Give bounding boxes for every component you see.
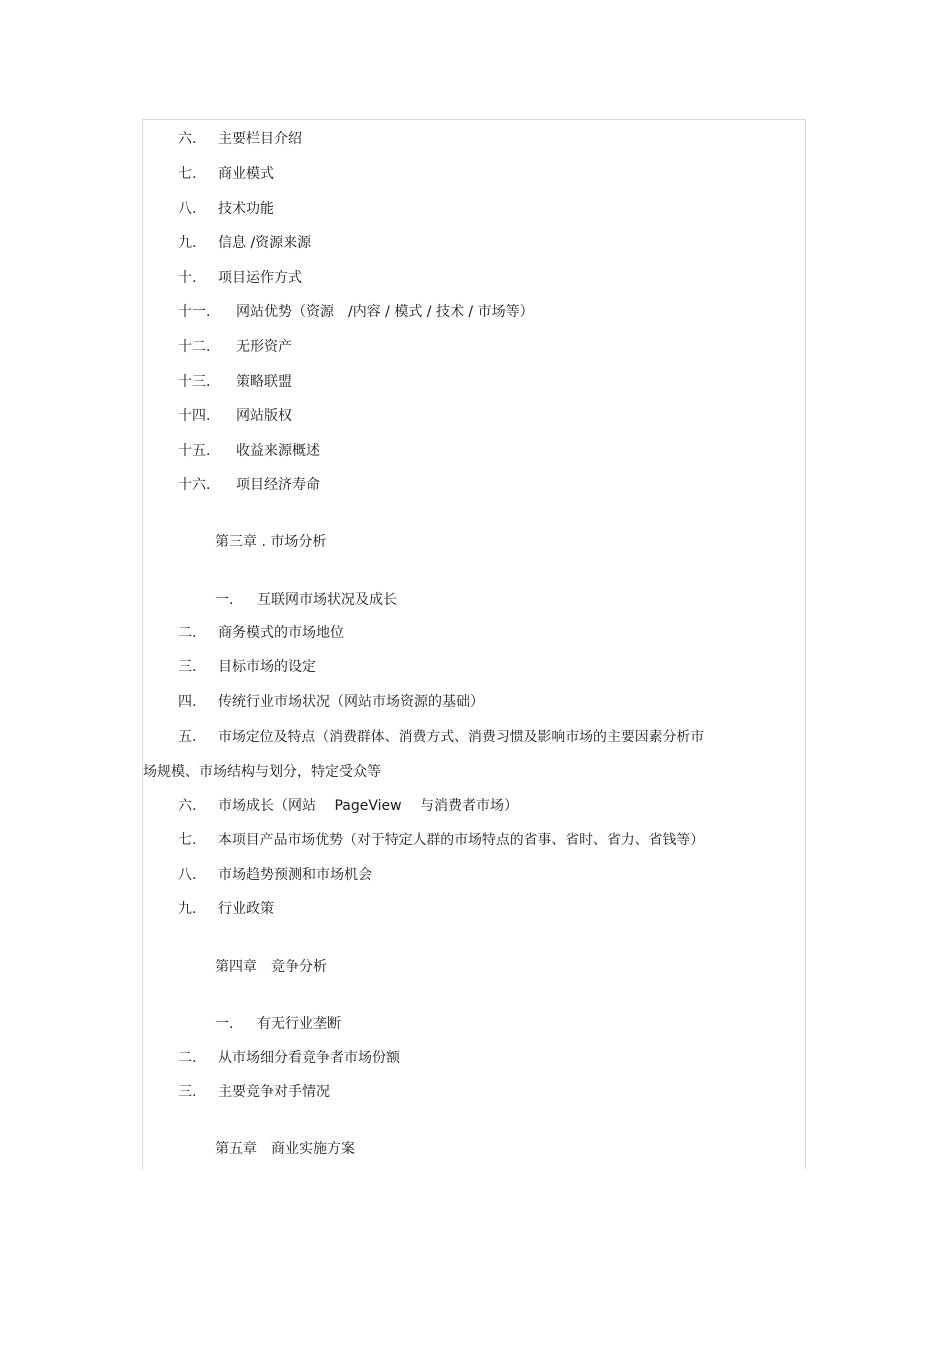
item-text: 收益来源概述 [236, 443, 320, 459]
item-number: 九. [178, 235, 197, 251]
item-text: 本项目产品市场优势（对于特定人群的市场特点的省事、省时、省力、省钱等） [218, 832, 705, 848]
item-text: 网站优势（资源 /内容 / 模式 / 技术 / 市场等） [236, 304, 534, 320]
item-text: 主要竞争对手情况 [218, 1084, 330, 1100]
item-number: 十. [178, 270, 197, 286]
item-text: 市场成长（网站 PageView 与消费者市场） [218, 798, 519, 814]
chapter-heading: 第五章 商业实施方案 [215, 1141, 355, 1157]
item-text: 主要栏目介绍 [218, 131, 302, 147]
item-number: 六. [178, 131, 197, 147]
item-text: 目标市场的设定 [218, 659, 316, 675]
item-number: 九. [178, 901, 197, 917]
item-number: 二. [178, 625, 197, 641]
item-text: 市场定位及特点（消费群体、消费方式、消费习惯及影响市场的主要因素分析市 [218, 729, 705, 745]
item-number: 十五. [178, 443, 211, 459]
item-number: 一. [215, 592, 234, 608]
chapter-heading: 第四章 竞争分析 [215, 959, 327, 975]
item-number: 七. [178, 832, 197, 848]
item-text: 无形资产 [236, 339, 292, 355]
item-number: 三. [178, 1084, 197, 1100]
item-text: 项目运作方式 [218, 270, 302, 286]
item-text: 行业政策 [218, 901, 274, 917]
item-text: 互联网市场状况及成长 [257, 592, 397, 608]
item-number: 十二. [178, 339, 211, 355]
item-text: 市场趋势预测和市场机会 [218, 867, 372, 883]
item-number: 十六. [178, 477, 211, 493]
item-number: 十三. [178, 374, 211, 390]
item-number: 六. [178, 798, 197, 814]
item-number: 七. [178, 166, 197, 182]
item-text: 策略联盟 [236, 374, 292, 390]
item-number: 八. [178, 201, 197, 217]
item-text: 信息 /资源来源 [218, 235, 312, 251]
item-text: 从市场细分看竞争者市场份额 [218, 1050, 400, 1066]
chapter-heading: 第三章 . 市场分析 [215, 534, 327, 550]
item-text: 项目经济寿命 [236, 477, 320, 493]
item-number: 五. [178, 729, 197, 745]
item-number: 二. [178, 1050, 197, 1066]
list-item-continuation: 场规模、市场结构与划分，特定受众等 [143, 764, 381, 780]
item-number: 一. [215, 1016, 234, 1032]
item-text: 商业模式 [218, 166, 274, 182]
item-number: 八. [178, 867, 197, 883]
item-number: 十四. [178, 408, 211, 424]
item-text: 有无行业垄断 [257, 1016, 341, 1032]
item-number: 十一. [178, 304, 211, 320]
item-text: 传统行业市场状况（网站市场资源的基础） [218, 694, 484, 710]
item-text: 网站版权 [236, 408, 292, 424]
item-number: 三. [178, 659, 197, 675]
item-text: 商务模式的市场地位 [218, 625, 344, 641]
item-text: 技术功能 [218, 201, 274, 217]
item-number: 四. [178, 694, 197, 710]
